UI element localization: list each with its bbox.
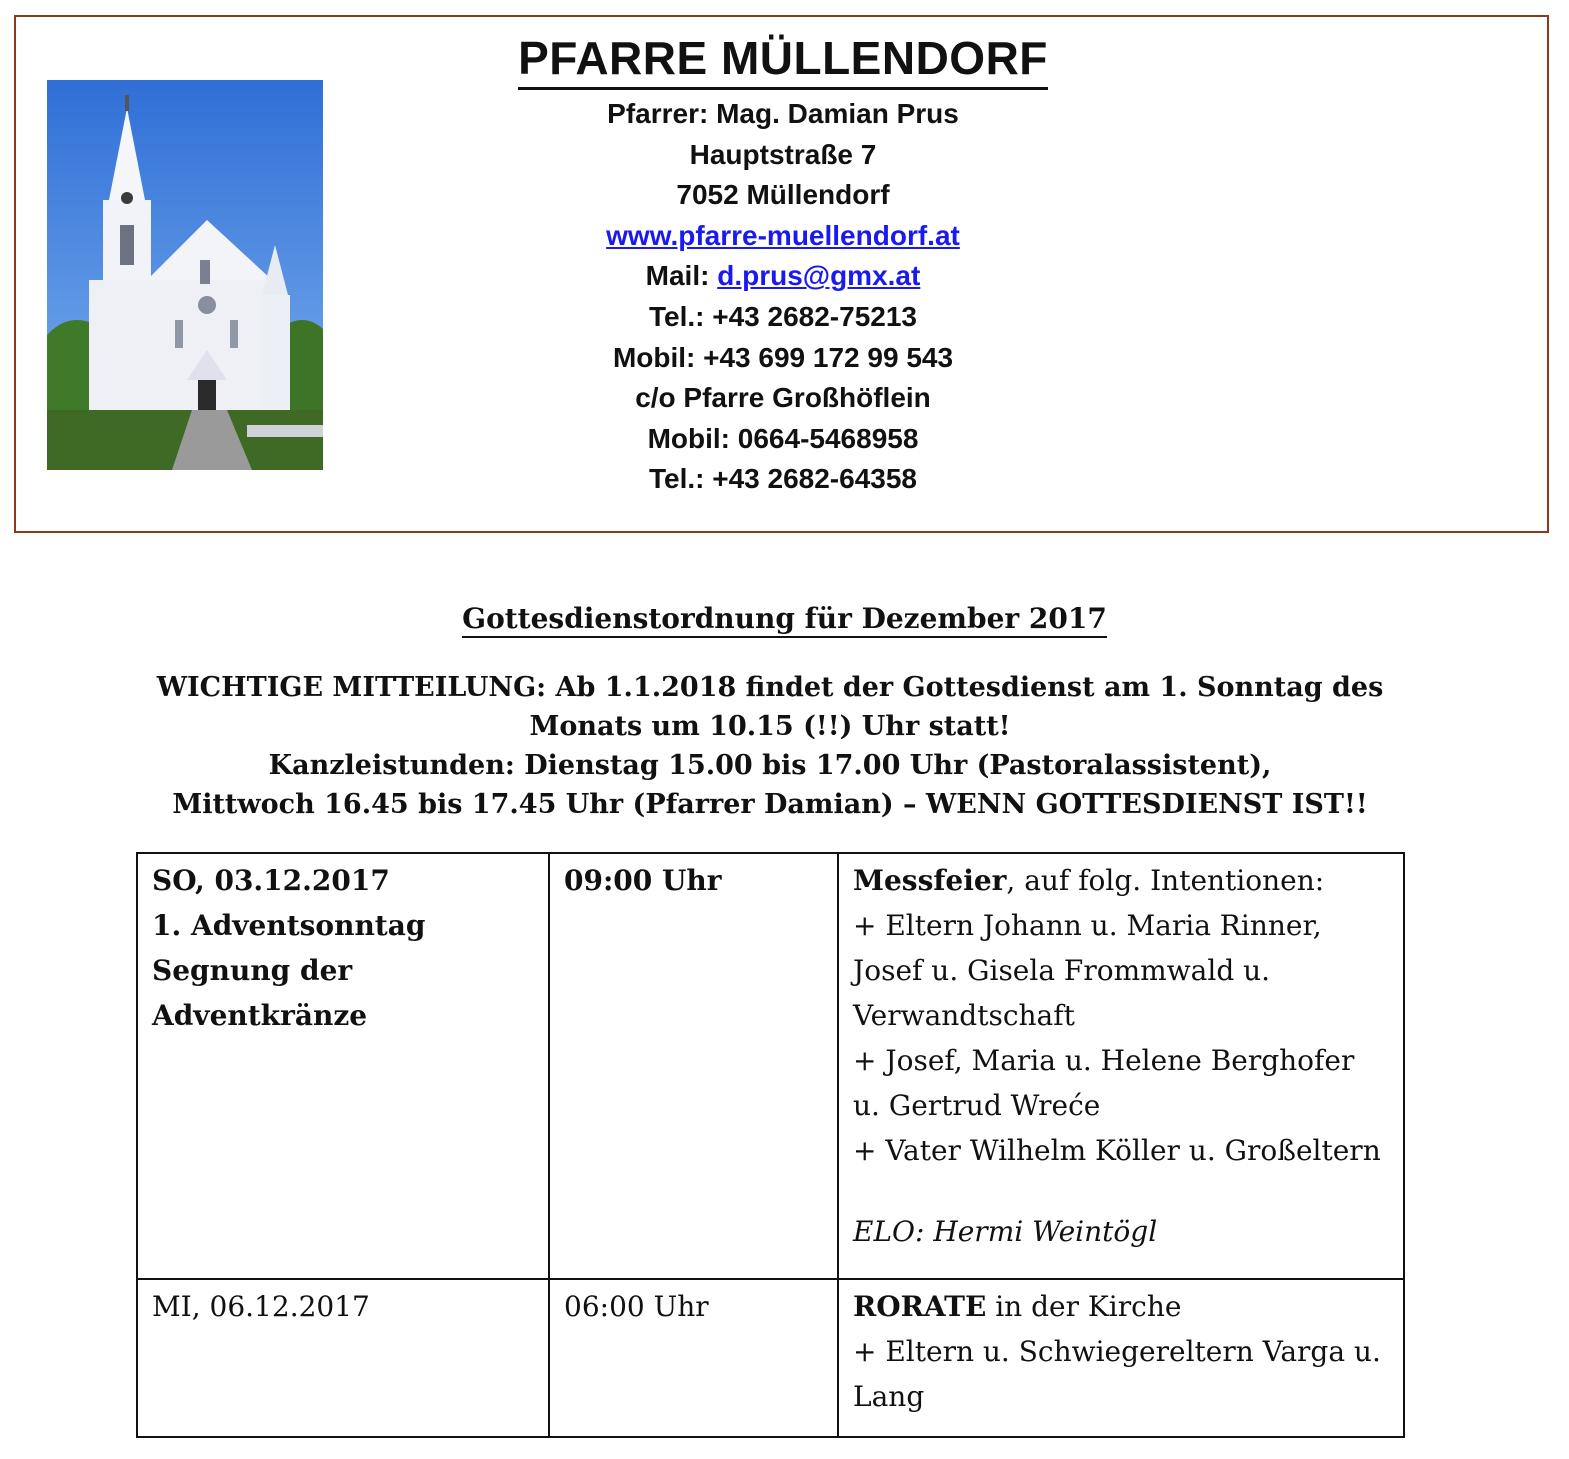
service-type: Messfeier bbox=[853, 864, 1007, 897]
schedule-title-text: Gottesdienstordnung für Dezember 2017 bbox=[462, 602, 1107, 638]
website-line bbox=[416, 216, 1150, 257]
description-cell bbox=[838, 853, 1404, 1279]
parish-name: PFARRE MÜLLENDORF bbox=[518, 29, 1048, 90]
notice-line: WICHTIGE MITTEILUNG: Ab 1.1.2018 findet der Gottesdienst am 1. Sonntag des bbox=[156, 672, 1384, 703]
elo-reader: ELO: Hermi Weintögl bbox=[853, 1215, 1158, 1248]
service-heading bbox=[853, 858, 1389, 903]
co-parish-line: c/o Pfarre Großhöflein bbox=[635, 382, 931, 414]
website-link[interactable]: www.pfarre-muellendorf.at bbox=[606, 219, 960, 251]
mail-line bbox=[416, 256, 1150, 297]
header-box bbox=[14, 15, 1549, 533]
schedule-title bbox=[0, 602, 1569, 635]
intention: + Vater Wilhelm Köller u. Großeltern bbox=[853, 1134, 1381, 1167]
date-cell bbox=[137, 1279, 549, 1437]
date-cell bbox=[137, 853, 549, 1279]
description-cell bbox=[838, 1279, 1404, 1437]
mobile-line: Mobil: +43 699 172 99 543 bbox=[612, 341, 954, 373]
church-photo bbox=[47, 80, 323, 470]
notice-line: Monats um 10.15 (!!) Uhr statt! bbox=[529, 711, 1011, 742]
spacer bbox=[853, 1173, 1389, 1209]
service-date: MI, 06.12.2017 bbox=[152, 1290, 370, 1323]
service-time: 06:00 Uhr bbox=[564, 1290, 709, 1323]
pastor-line: Pfarrer: Mag. Damian Prus bbox=[607, 98, 959, 129]
notice-line: Mittwoch 16.45 bis 17.45 Uhr (Pfarrer Damian) – WENN GOTTESDIENST IST!! bbox=[172, 789, 1368, 820]
service-date: SO, 03.12.2017 bbox=[152, 864, 390, 897]
phone-line: Tel.: +43 2682-75213 bbox=[648, 300, 917, 332]
time-cell bbox=[549, 1279, 838, 1437]
time-cell bbox=[549, 853, 838, 1279]
important-notice bbox=[120, 668, 1420, 824]
service-heading bbox=[853, 1284, 1389, 1329]
street-address: Hauptstraße 7 bbox=[689, 138, 877, 170]
intention: + Josef, Maria u. Helene Berghofer u. Gertrud Wrećе bbox=[853, 1044, 1355, 1122]
service-suffix: in der Kirche bbox=[986, 1290, 1182, 1323]
intention: + Eltern Johann u. Maria Rinner, Josef u. Gisela Frommwald u. Verwandtschaft bbox=[853, 909, 1322, 1032]
co-phone-line: Tel.: +43 2682-64358 bbox=[648, 463, 917, 495]
co-mobile-line: Mobil: 0664-5468958 bbox=[647, 422, 919, 454]
mail-link[interactable]: d.prus@gmx.at bbox=[717, 260, 921, 292]
mail-label: Mail: bbox=[645, 260, 710, 292]
table-row bbox=[137, 853, 1404, 1279]
service-type: RORATE bbox=[853, 1290, 987, 1323]
occasion-line: Segnung der bbox=[152, 954, 353, 987]
postal-city: 7052 Müllendorf bbox=[676, 179, 890, 211]
schedule-table bbox=[136, 852, 1405, 1438]
notice-line: Kanzleistunden: Dienstag 15.00 bis 17.00 Uhr (Pastoralassistent), bbox=[268, 750, 1272, 781]
intention: + Eltern u. Schwiegereltern Varga u. Lang bbox=[853, 1335, 1381, 1413]
occasion-line: 1. Adventsonntag bbox=[152, 909, 426, 942]
occasion-line: Adventkränze bbox=[152, 999, 368, 1032]
service-time: 09:00 Uhr bbox=[564, 864, 722, 897]
service-suffix: , auf folg. Intentionen: bbox=[1006, 864, 1325, 897]
header-contact-block bbox=[416, 29, 1150, 500]
table-row bbox=[137, 1279, 1404, 1437]
